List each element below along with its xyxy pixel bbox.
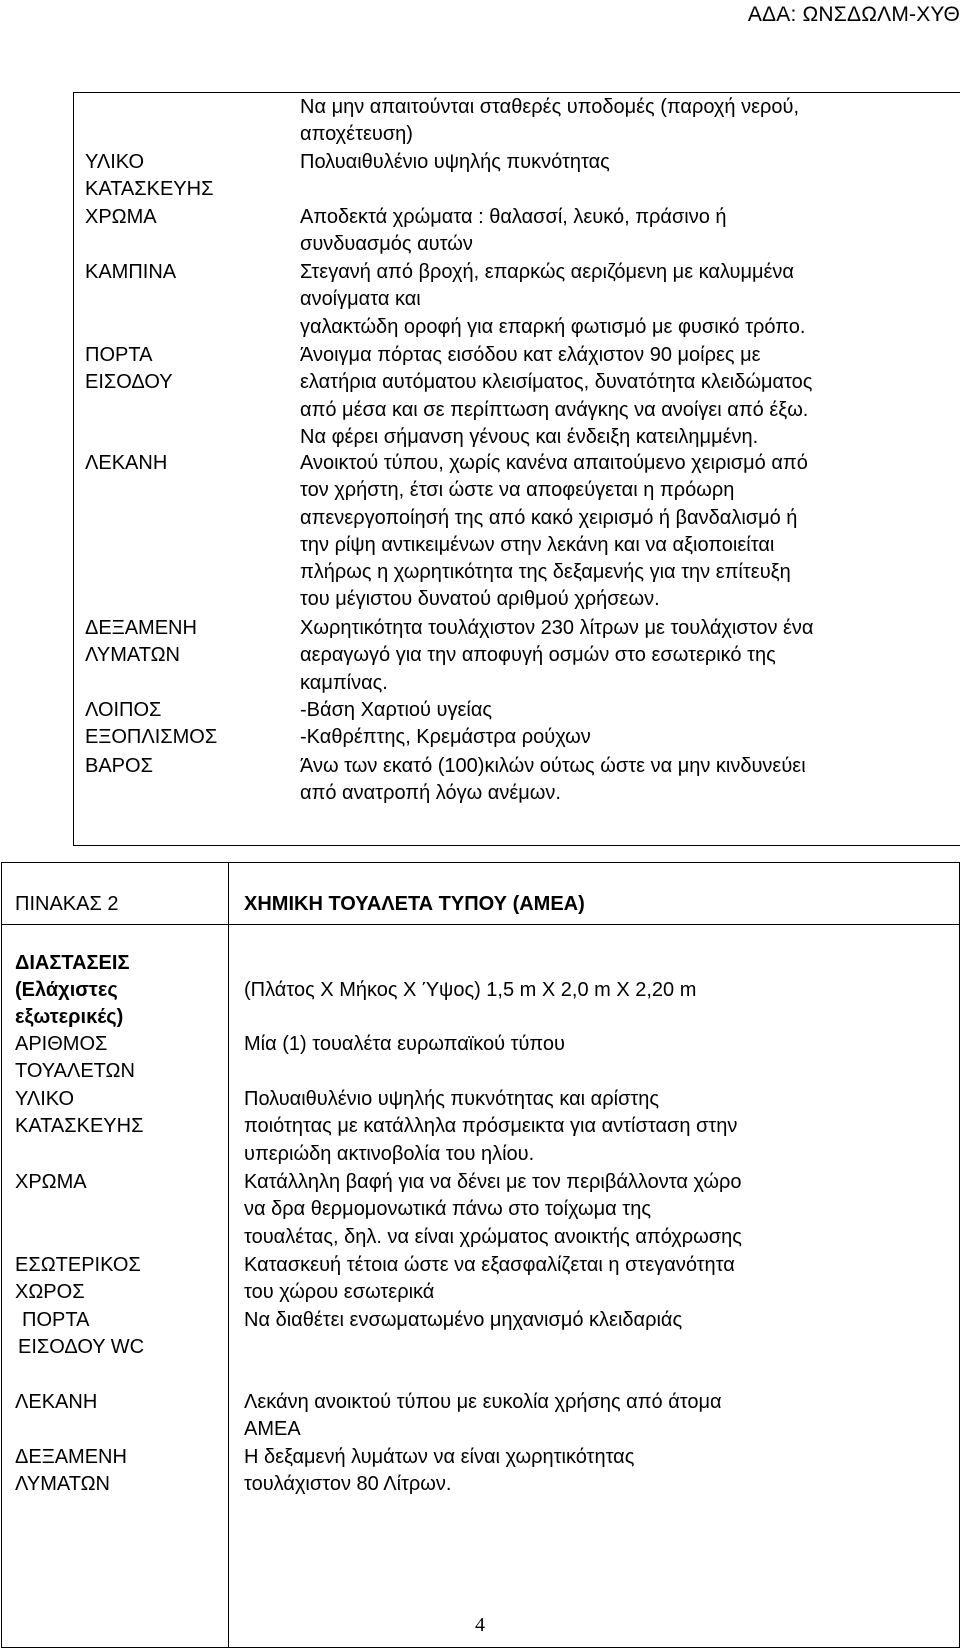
t2-label-toilet-bowl: ΛΕΚΑΝΗ <box>15 1391 98 1413</box>
row-value-entry-door: Άνοιγμα πόρτας εισόδου κατ ελάχιστον 90 μοίρες με ελατήρια αυτόματου κλεισίματος, δυνατότητα κλειδώματος από μέσα και σε περίπτωση ανάγκης να ανοίγει από έξω. Να φέρει σήμανση γένους και ένδειξη κατειλημμένη. <box>300 344 813 448</box>
table2-header-title: ΧΗΜΙΚΗ ΤΟΥΑΛΕΤΑ ΤΥΠΟΥ (ΑΜΕΑ) <box>244 893 585 915</box>
row-value-weight: Άνω των εκατό (100)κιλών ούτως ώστε να μην κινδυνεύει από ανατροπή λόγω ανέμων. <box>300 755 806 805</box>
t2-value-toilet-bowl: Λεκάνη ανοικτού τύπου με ευκολία χρήσης από άτομα ΑΜΕΑ <box>244 1391 722 1441</box>
t2-label-dimensions: ΔΙΑΣΤΑΣΕΙΣ (Ελάχιστες εξωτερικές) <box>15 952 130 1028</box>
t2-value-color: Κατάλληλη βαφή για να δένει με τον περιβάλλοντα χώρο να δρα θερμομονωτικά πάνω στο τοίχωμα της τουαλέτας, δηλ. να είναι χρώματος ανοικτής απόχρωσης <box>244 1171 742 1248</box>
ada-code: ΑΔΑ: ΩΝΣΔΩΛΜ-ΧΥΘ <box>747 3 960 26</box>
row-label-toilet-bowl: ΛΕΚΑΝΗ <box>85 452 168 474</box>
column-divider <box>228 863 229 1647</box>
row-label-material: ΥΛΙΚΟ ΚΑΤΑΣΚΕΥΗΣ <box>85 151 214 200</box>
t2-value-material: Πολυαιθυλένιο υψηλής πυκνότητας και αρίστης ποιότητας με κατάλληλα πρόσμεικτα για αντίσταση στην υπεριώδη ακτινοβολία του ηλίου. <box>244 1088 738 1165</box>
row-label-color: ΧΡΩΜΑ <box>85 206 157 228</box>
row-label-cabin: ΚΑΜΠΙΝΑ <box>85 261 177 283</box>
specs-table-continued <box>73 92 960 846</box>
t2-label-wc-door: ΠΟΡΤΑ ΕΙΣΟΔΟΥ WC <box>18 1309 145 1358</box>
t2-value-wc-door: Να διαθέτει ενσωματωμένο μηχανισμό κλειδαριάς <box>244 1309 683 1331</box>
table-2-accessible-toilet <box>1 862 960 1648</box>
t2-value-toilet-count: Μία (1) τουαλέτα ευρωπαϊκού τύπου <box>244 1033 565 1055</box>
row-value-cabin: Στεγανή από βροχή, επαρκώς αεριζόμενη με καλυμμένα ανοίγματα και γαλακτώδη οροφή για επαρκή φωτισμό με φυσικό τρόπο. <box>300 261 806 338</box>
table2-header-label: ΠΙΝΑΚΑΣ 2 <box>15 893 119 915</box>
t2-label-color: ΧΡΩΜΑ <box>15 1171 87 1193</box>
row-value-other-equipment: -Βάση Χαρτιού υγείας -Καθρέπτης, Κρεμάστρα ρούχων <box>300 699 591 749</box>
t2-label-toilet-count: ΑΡΙΘΜΟΣ ΤΟΥΑΛΕΤΩΝ <box>15 1033 135 1082</box>
t2-label-waste-tank: ΔΕΞΑΜΕΝΗ ΛΥΜΑΤΩΝ <box>15 1446 127 1495</box>
top-requirement-text: Να μην απαιτούνται σταθερές υποδομές (παροχή νερού, αποχέτευση) <box>300 96 800 146</box>
row-label-weight: ΒΑΡΟΣ <box>85 755 153 777</box>
t2-label-material: ΥΛΙΚΟ ΚΑΤΑΣΚΕΥΗΣ <box>15 1088 144 1137</box>
row-value-toilet-bowl: Ανοικτού τύπου, χωρίς κανένα απαιτούμενο χειρισμό από τον χρήστη, έτσι ώστε να αποφεύγεται η πρόωρη απενεργοποίησή της από κακό χειρισμό ή βανδαλισμό ή την ρίψη αντικειμένων στην λεκάνη και να αξιοποιείται πλήρως η χωρητικότητα της δεξαμενής για την επίτευξη του μέγιστου δυνατού αριθμού χρήσεων. <box>300 452 808 611</box>
t2-value-dimensions: (Πλάτος Χ Μήκος Χ Ύψος) 1,5 m X 2,0 m X 2,20 m <box>244 979 697 1001</box>
t2-label-interior: ΕΣΩΤΕΡΙΚΟΣ ΧΩΡΟΣ <box>15 1254 141 1303</box>
row-label-waste-tank: ΔΕΞΑΜΕΝΗ ΛΥΜΑΤΩΝ <box>85 617 197 666</box>
header-divider <box>2 924 959 925</box>
t2-value-waste-tank: Η δεξαμενή λυμάτων να είναι χωρητικότητας τουλάχιστον 80 Λίτρων. <box>244 1446 635 1496</box>
row-value-color: Αποδεκτά χρώματα : θαλασσί, λευκό, πράσινο ή συνδυασμός αυτών <box>300 206 727 256</box>
row-label-entry-door: ΠΟΡΤΑ ΕΙΣΟΔΟΥ <box>85 344 173 393</box>
row-value-material: Πολυαιθυλένιο υψηλής πυκνότητας <box>300 151 610 173</box>
page-number: 4 <box>475 1614 485 1636</box>
t2-value-interior: Κατασκευή τέτοια ώστε να εξασφαλίζεται η στεγανότητα του χώρου εσωτερικά <box>244 1254 735 1304</box>
row-value-waste-tank: Χωρητικότητα τουλάχιστον 230 λίτρων με τουλάχιστον ένα αεραγωγό για την αποφυγή οσμών στο εσωτερικό της καμπίνας. <box>300 617 814 694</box>
row-label-other-equipment: ΛΟΙΠΟΣ ΕΞΟΠΛΙΣΜΟΣ <box>85 699 218 748</box>
